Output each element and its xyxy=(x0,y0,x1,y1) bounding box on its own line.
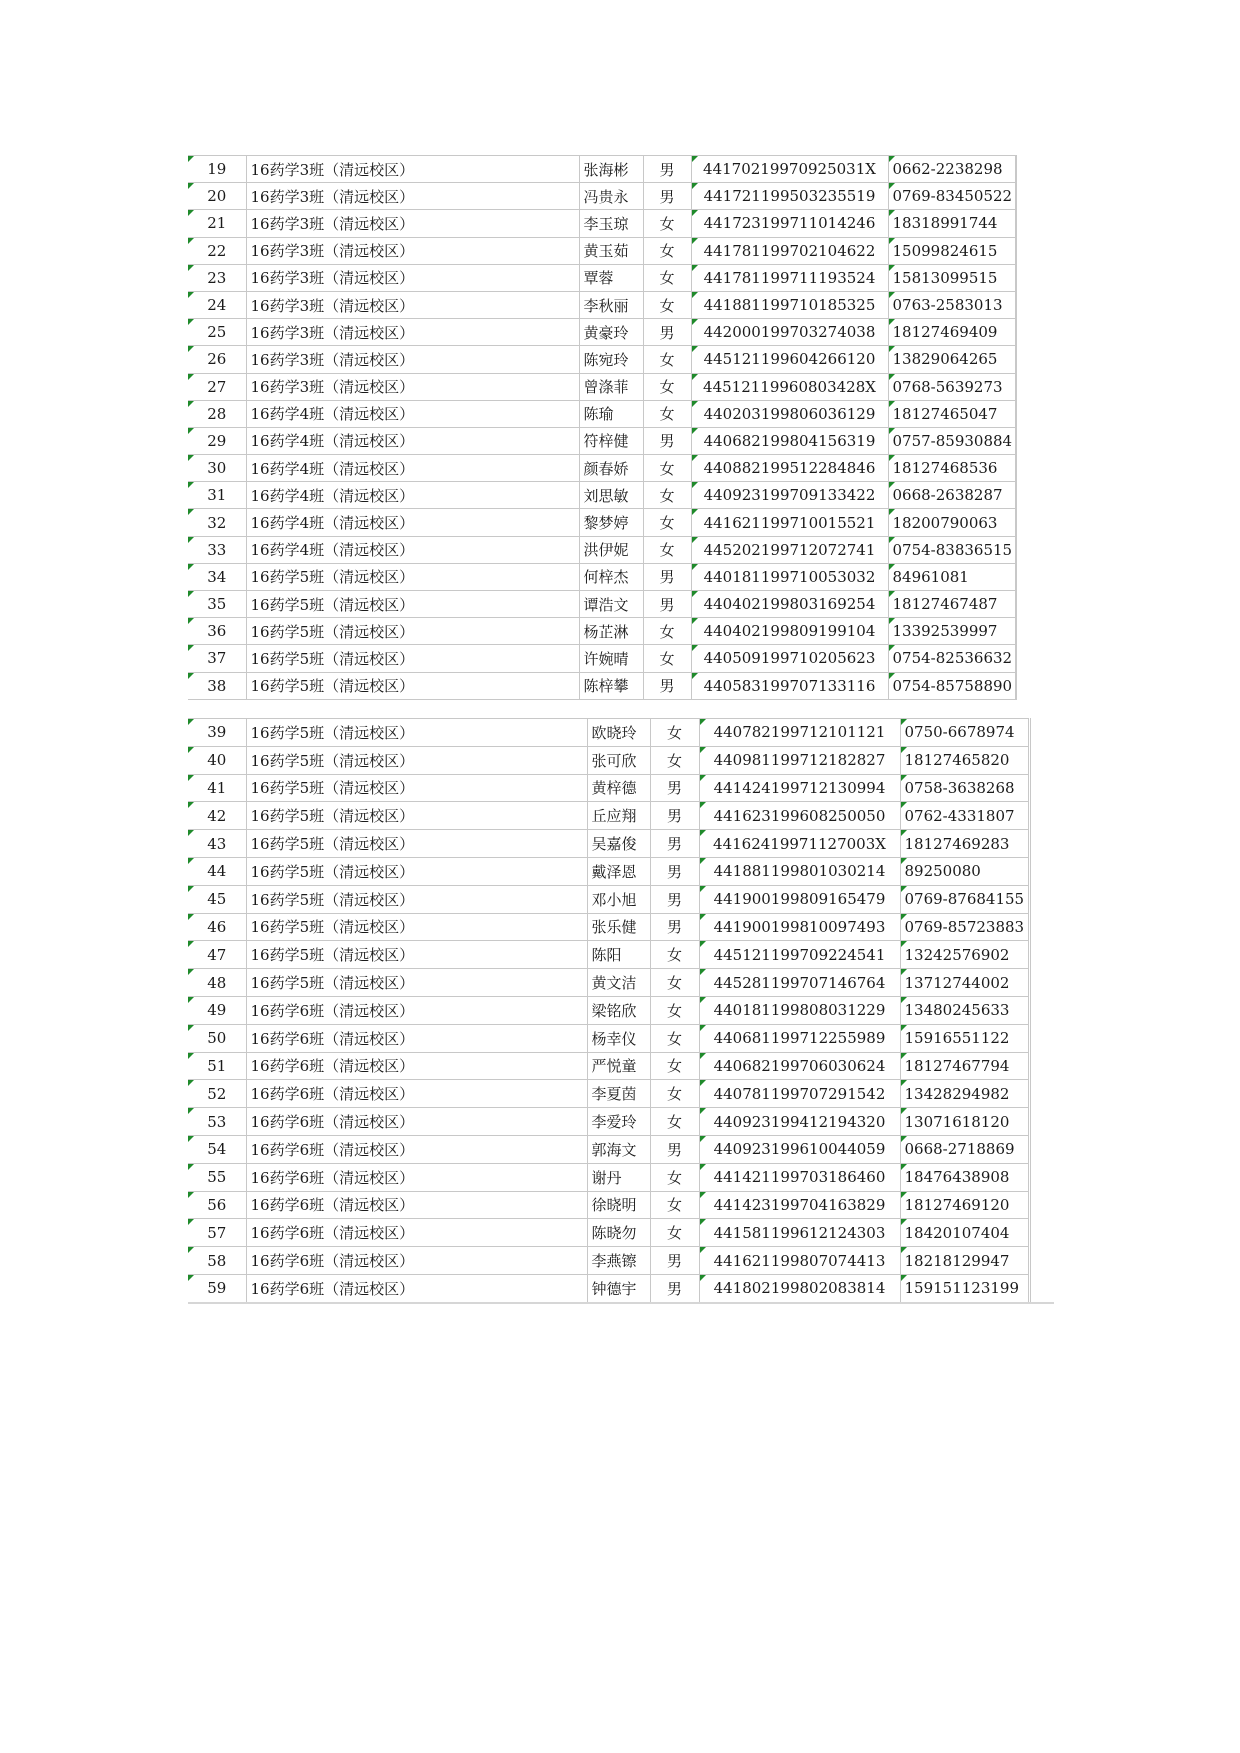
class-name: 16药学4班（清远校区） xyxy=(246,536,579,563)
class-name: 16药学4班（清远校区） xyxy=(246,427,579,454)
table-row xyxy=(188,183,1017,210)
row-number: 39 xyxy=(188,719,246,747)
table-row xyxy=(188,802,1029,830)
row-number: 47 xyxy=(188,941,246,969)
id-number: 440181199808031229 xyxy=(699,996,900,1024)
id-number: 441424199712130994 xyxy=(699,774,900,802)
phone-number: 18127465047 xyxy=(888,400,1017,427)
table-row xyxy=(188,1024,1029,1052)
id-number: 440923199709133422 xyxy=(691,482,888,509)
class-name: 16药学5班（清远校区） xyxy=(246,746,587,774)
phone-number: 0768-5639273 xyxy=(888,373,1017,400)
table-right-edge xyxy=(1015,155,1016,700)
student-name: 张乐健 xyxy=(587,913,650,941)
gender: 女 xyxy=(650,1024,699,1052)
row-number: 27 xyxy=(188,373,246,400)
class-name: 16药学3班（清远校区） xyxy=(246,346,579,373)
table-row xyxy=(188,1052,1029,1080)
table-right-edge xyxy=(1030,718,1031,1302)
row-number: 48 xyxy=(188,969,246,997)
student-name: 曾涤菲 xyxy=(579,373,643,400)
class-name: 16药学3班（清远校区） xyxy=(246,373,579,400)
gender: 女 xyxy=(643,210,691,237)
gender: 女 xyxy=(650,746,699,774)
row-number: 21 xyxy=(188,210,246,237)
student-name: 黎梦婷 xyxy=(579,509,643,536)
gender: 女 xyxy=(643,373,691,400)
gender: 女 xyxy=(650,1108,699,1136)
student-name: 许婉晴 xyxy=(579,645,643,672)
student-name: 邓小旭 xyxy=(587,885,650,913)
class-name: 16药学5班（清远校区） xyxy=(246,719,587,747)
table-row xyxy=(188,237,1017,264)
class-name: 16药学5班（清远校区） xyxy=(246,830,587,858)
phone-number: 0754-83836515 xyxy=(888,536,1017,563)
gender: 女 xyxy=(650,996,699,1024)
roster-table-lower xyxy=(188,718,1029,1303)
phone-number: 13428294982 xyxy=(900,1080,1029,1108)
table-row xyxy=(188,591,1017,618)
row-number: 37 xyxy=(188,645,246,672)
id-number: 441802199802083814 xyxy=(699,1274,900,1302)
phone-number: 0769-87684155 xyxy=(900,885,1029,913)
phone-number: 18218129947 xyxy=(900,1247,1029,1275)
id-number: 440781199707291542 xyxy=(699,1080,900,1108)
table-row xyxy=(188,996,1029,1024)
row-number: 57 xyxy=(188,1219,246,1247)
id-number: 440583199707133116 xyxy=(691,672,888,699)
gender: 女 xyxy=(643,536,691,563)
row-number: 50 xyxy=(188,1024,246,1052)
gender: 女 xyxy=(643,455,691,482)
row-number: 20 xyxy=(188,183,246,210)
row-number: 59 xyxy=(188,1274,246,1302)
student-name: 黄梓德 xyxy=(587,774,650,802)
class-name: 16药学6班（清远校区） xyxy=(246,1163,587,1191)
phone-number: 18127469283 xyxy=(900,830,1029,858)
phone-number: 0750-6678974 xyxy=(900,719,1029,747)
class-name: 16药学3班（清远校区） xyxy=(246,264,579,291)
student-name: 戴泽恩 xyxy=(587,857,650,885)
row-number: 42 xyxy=(188,802,246,830)
id-number: 441421199703186460 xyxy=(699,1163,900,1191)
row-number: 26 xyxy=(188,346,246,373)
gender: 男 xyxy=(650,774,699,802)
student-name: 李爱玲 xyxy=(587,1108,650,1136)
student-name: 梁铭欣 xyxy=(587,996,650,1024)
phone-number: 13392539997 xyxy=(888,618,1017,645)
row-number: 55 xyxy=(188,1163,246,1191)
row-number: 43 xyxy=(188,830,246,858)
student-name: 何梓杰 xyxy=(579,563,643,590)
id-number: 441623199608250050 xyxy=(699,802,900,830)
id-number: 440402199803169254 xyxy=(691,591,888,618)
gender: 女 xyxy=(643,291,691,318)
phone-number: 0668-2638287 xyxy=(888,482,1017,509)
row-number: 52 xyxy=(188,1080,246,1108)
gender: 女 xyxy=(650,719,699,747)
table-row xyxy=(188,563,1017,590)
gender: 女 xyxy=(650,1191,699,1219)
table-row xyxy=(188,719,1029,747)
table-row xyxy=(188,885,1029,913)
gender: 女 xyxy=(643,509,691,536)
id-number: 44170219970925031X xyxy=(691,156,888,183)
class-name: 16药学5班（清远校区） xyxy=(246,774,587,802)
phone-number: 159151123199 xyxy=(900,1274,1029,1302)
student-name: 丘应翔 xyxy=(587,802,650,830)
row-number: 33 xyxy=(188,536,246,563)
row-number: 53 xyxy=(188,1108,246,1136)
gender: 女 xyxy=(643,400,691,427)
id-number: 445281199707146764 xyxy=(699,969,900,997)
student-name: 杨芷淋 xyxy=(579,618,643,645)
gender: 女 xyxy=(643,645,691,672)
id-number: 445121199604266120 xyxy=(691,346,888,373)
table-row xyxy=(188,346,1017,373)
table-row xyxy=(188,746,1029,774)
row-number: 46 xyxy=(188,913,246,941)
phone-number: 18318991744 xyxy=(888,210,1017,237)
table-row xyxy=(188,400,1017,427)
id-number: 441781199711193524 xyxy=(691,264,888,291)
gender: 女 xyxy=(650,1163,699,1191)
student-name: 颜春娇 xyxy=(579,455,643,482)
row-number: 36 xyxy=(188,618,246,645)
gender: 男 xyxy=(643,319,691,346)
id-number: 441621199807074413 xyxy=(699,1247,900,1275)
class-name: 16药学3班（清远校区） xyxy=(246,237,579,264)
id-number: 44512119960803428X xyxy=(691,373,888,400)
phone-number: 18127467794 xyxy=(900,1052,1029,1080)
id-number: 440682199804156319 xyxy=(691,427,888,454)
row-number: 32 xyxy=(188,509,246,536)
class-name: 16药学6班（清远校区） xyxy=(246,1247,587,1275)
gender: 男 xyxy=(643,563,691,590)
id-number: 441423199704163829 xyxy=(699,1191,900,1219)
id-number: 44162419971127003X xyxy=(699,830,900,858)
class-name: 16药学3班（清远校区） xyxy=(246,156,579,183)
class-name: 16药学4班（清远校区） xyxy=(246,455,579,482)
row-number: 49 xyxy=(188,996,246,1024)
phone-number: 0754-82536632 xyxy=(888,645,1017,672)
row-number: 54 xyxy=(188,1135,246,1163)
phone-number: 15099824615 xyxy=(888,237,1017,264)
gender: 女 xyxy=(643,346,691,373)
gender: 女 xyxy=(643,618,691,645)
table-row xyxy=(188,156,1017,183)
class-name: 16药学5班（清远校区） xyxy=(246,591,579,618)
gender: 女 xyxy=(650,1080,699,1108)
table-bottom-rule xyxy=(188,1302,1054,1304)
class-name: 16药学5班（清远校区） xyxy=(246,672,579,699)
gender: 男 xyxy=(650,802,699,830)
class-name: 16药学6班（清远校区） xyxy=(246,1108,587,1136)
row-number: 51 xyxy=(188,1052,246,1080)
row-number: 25 xyxy=(188,319,246,346)
class-name: 16药学3班（清远校区） xyxy=(246,210,579,237)
id-number: 441581199612124303 xyxy=(699,1219,900,1247)
table-row xyxy=(188,264,1017,291)
gender: 女 xyxy=(650,941,699,969)
gender: 男 xyxy=(643,183,691,210)
student-name: 陈梓攀 xyxy=(579,672,643,699)
class-name: 16药学5班（清远校区） xyxy=(246,941,587,969)
phone-number: 18127469409 xyxy=(888,319,1017,346)
phone-number: 15813099515 xyxy=(888,264,1017,291)
student-name: 谭浩文 xyxy=(579,591,643,618)
class-name: 16药学6班（清远校区） xyxy=(246,996,587,1024)
table-row xyxy=(188,913,1029,941)
row-number: 23 xyxy=(188,264,246,291)
student-name: 覃蓉 xyxy=(579,264,643,291)
class-name: 16药学6班（清远校区） xyxy=(246,1024,587,1052)
table-row xyxy=(188,969,1029,997)
row-number: 19 xyxy=(188,156,246,183)
phone-number: 18200790063 xyxy=(888,509,1017,536)
gender: 男 xyxy=(650,1247,699,1275)
student-name: 徐晓明 xyxy=(587,1191,650,1219)
id-number: 440681199712255989 xyxy=(699,1024,900,1052)
row-number: 31 xyxy=(188,482,246,509)
phone-number: 0668-2718869 xyxy=(900,1135,1029,1163)
id-number: 445202199712072741 xyxy=(691,536,888,563)
student-name: 张海彬 xyxy=(579,156,643,183)
class-name: 16药学4班（清远校区） xyxy=(246,509,579,536)
table-row xyxy=(188,1163,1029,1191)
gender: 男 xyxy=(650,830,699,858)
table-row xyxy=(188,1135,1029,1163)
student-name: 符梓健 xyxy=(579,427,643,454)
table-row xyxy=(188,373,1017,400)
student-name: 李夏茵 xyxy=(587,1080,650,1108)
row-number: 22 xyxy=(188,237,246,264)
class-name: 16药学6班（清远校区） xyxy=(246,1219,587,1247)
student-name: 郭海文 xyxy=(587,1135,650,1163)
student-name: 李玉琼 xyxy=(579,210,643,237)
row-number: 38 xyxy=(188,672,246,699)
phone-number: 13480245633 xyxy=(900,996,1029,1024)
class-name: 16药学6班（清远校区） xyxy=(246,1191,587,1219)
phone-number: 13712744002 xyxy=(900,969,1029,997)
class-name: 16药学6班（清远校区） xyxy=(246,1052,587,1080)
id-number: 440923199412194320 xyxy=(699,1108,900,1136)
phone-number: 84961081 xyxy=(888,563,1017,590)
gender: 男 xyxy=(643,591,691,618)
phone-number: 13071618120 xyxy=(900,1108,1029,1136)
table-row xyxy=(188,509,1017,536)
id-number: 440682199706030624 xyxy=(699,1052,900,1080)
id-number: 441900199810097493 xyxy=(699,913,900,941)
table-row xyxy=(188,291,1017,318)
table-row xyxy=(188,455,1017,482)
id-number: 440509199710205623 xyxy=(691,645,888,672)
student-name: 黄玉茹 xyxy=(579,237,643,264)
phone-number: 0769-85723883 xyxy=(900,913,1029,941)
gender: 男 xyxy=(650,885,699,913)
id-number: 440782199712101121 xyxy=(699,719,900,747)
student-name: 吴嘉俊 xyxy=(587,830,650,858)
phone-number: 18476438908 xyxy=(900,1163,1029,1191)
id-number: 441881199710185325 xyxy=(691,291,888,318)
gender: 女 xyxy=(650,1052,699,1080)
student-name: 李秋丽 xyxy=(579,291,643,318)
row-number: 28 xyxy=(188,400,246,427)
row-number: 34 xyxy=(188,563,246,590)
phone-number: 18127465820 xyxy=(900,746,1029,774)
table-row xyxy=(188,941,1029,969)
class-name: 16药学5班（清远校区） xyxy=(246,645,579,672)
phone-number: 0762-4331807 xyxy=(900,802,1029,830)
id-number: 441781199702104622 xyxy=(691,237,888,264)
gender: 女 xyxy=(650,1219,699,1247)
table-row xyxy=(188,536,1017,563)
gender: 男 xyxy=(643,427,691,454)
class-name: 16药学5班（清远校区） xyxy=(246,885,587,913)
class-name: 16药学6班（清远校区） xyxy=(246,1274,587,1302)
class-name: 16药学3班（清远校区） xyxy=(246,291,579,318)
student-name: 谢丹 xyxy=(587,1163,650,1191)
class-name: 16药学4班（清远校区） xyxy=(246,482,579,509)
class-name: 16药学5班（清远校区） xyxy=(246,969,587,997)
row-number: 24 xyxy=(188,291,246,318)
student-name: 陈宛玲 xyxy=(579,346,643,373)
id-number: 441723199711014246 xyxy=(691,210,888,237)
gender: 男 xyxy=(650,857,699,885)
id-number: 441621199710015521 xyxy=(691,509,888,536)
student-name: 陈阳 xyxy=(587,941,650,969)
class-name: 16药学5班（清远校区） xyxy=(246,563,579,590)
phone-number: 18127467487 xyxy=(888,591,1017,618)
table-row xyxy=(188,774,1029,802)
gender: 女 xyxy=(650,969,699,997)
table-row xyxy=(188,1108,1029,1136)
row-number: 29 xyxy=(188,427,246,454)
row-number: 45 xyxy=(188,885,246,913)
class-name: 16药学6班（清远校区） xyxy=(246,1080,587,1108)
class-name: 16药学4班（清远校区） xyxy=(246,400,579,427)
phone-number: 0754-85758890 xyxy=(888,672,1017,699)
gender: 男 xyxy=(643,672,691,699)
roster-table-upper xyxy=(188,155,1017,700)
id-number: 445121199709224541 xyxy=(699,941,900,969)
id-number: 440181199710053032 xyxy=(691,563,888,590)
student-name: 洪伊妮 xyxy=(579,536,643,563)
row-number: 44 xyxy=(188,857,246,885)
gender: 男 xyxy=(643,156,691,183)
phone-number: 89250080 xyxy=(900,857,1029,885)
table-row xyxy=(188,645,1017,672)
id-number: 440402199809199104 xyxy=(691,618,888,645)
id-number: 442000199703274038 xyxy=(691,319,888,346)
student-name: 陈瑜 xyxy=(579,400,643,427)
phone-number: 0763-2583013 xyxy=(888,291,1017,318)
phone-number: 13242576902 xyxy=(900,941,1029,969)
class-name: 16药学5班（清远校区） xyxy=(246,618,579,645)
phone-number: 0662-2238298 xyxy=(888,156,1017,183)
gender: 男 xyxy=(650,913,699,941)
table-row xyxy=(188,1080,1029,1108)
phone-number: 13829064265 xyxy=(888,346,1017,373)
row-number: 41 xyxy=(188,774,246,802)
table-row xyxy=(188,672,1017,699)
id-number: 441881199801030214 xyxy=(699,857,900,885)
student-name: 张可欣 xyxy=(587,746,650,774)
phone-number: 0758-3638268 xyxy=(900,774,1029,802)
table-row xyxy=(188,830,1029,858)
student-name: 冯贵永 xyxy=(579,183,643,210)
student-name: 严悦童 xyxy=(587,1052,650,1080)
gender: 男 xyxy=(650,1274,699,1302)
class-name: 16药学3班（清远校区） xyxy=(246,319,579,346)
table-row xyxy=(188,1247,1029,1275)
phone-number: 15916551122 xyxy=(900,1024,1029,1052)
student-name: 杨幸仪 xyxy=(587,1024,650,1052)
class-name: 16药学6班（清远校区） xyxy=(246,1135,587,1163)
row-number: 40 xyxy=(188,746,246,774)
gender: 男 xyxy=(650,1135,699,1163)
phone-number: 0769-83450522 xyxy=(888,183,1017,210)
table-row xyxy=(188,319,1017,346)
class-name: 16药学3班（清远校区） xyxy=(246,183,579,210)
class-name: 16药学5班（清远校区） xyxy=(246,913,587,941)
table-row xyxy=(188,857,1029,885)
gender: 女 xyxy=(643,264,691,291)
student-name: 钟德宇 xyxy=(587,1274,650,1302)
id-number: 441900199809165479 xyxy=(699,885,900,913)
class-name: 16药学5班（清远校区） xyxy=(246,857,587,885)
phone-number: 18127469120 xyxy=(900,1191,1029,1219)
row-number: 30 xyxy=(188,455,246,482)
id-number: 440981199712182827 xyxy=(699,746,900,774)
row-number: 56 xyxy=(188,1191,246,1219)
student-name: 刘思敏 xyxy=(579,482,643,509)
gender: 女 xyxy=(643,482,691,509)
row-number: 35 xyxy=(188,591,246,618)
student-name: 李燕镲 xyxy=(587,1247,650,1275)
student-name: 黄豪玲 xyxy=(579,319,643,346)
phone-number: 0757-85930884 xyxy=(888,427,1017,454)
student-name: 欧晓玲 xyxy=(587,719,650,747)
id-number: 441721199503235519 xyxy=(691,183,888,210)
phone-number: 18420107404 xyxy=(900,1219,1029,1247)
table-row xyxy=(188,1219,1029,1247)
id-number: 440203199806036129 xyxy=(691,400,888,427)
student-name: 陈晓勿 xyxy=(587,1219,650,1247)
id-number: 440923199610044059 xyxy=(699,1135,900,1163)
table-row xyxy=(188,618,1017,645)
gender: 女 xyxy=(643,237,691,264)
id-number: 440882199512284846 xyxy=(691,455,888,482)
phone-number: 18127468536 xyxy=(888,455,1017,482)
table-row xyxy=(188,1191,1029,1219)
table-row xyxy=(188,427,1017,454)
student-name: 黄文洁 xyxy=(587,969,650,997)
table-row xyxy=(188,210,1017,237)
row-number: 58 xyxy=(188,1247,246,1275)
class-name: 16药学5班（清远校区） xyxy=(246,802,587,830)
table-row xyxy=(188,1274,1029,1302)
table-row xyxy=(188,482,1017,509)
